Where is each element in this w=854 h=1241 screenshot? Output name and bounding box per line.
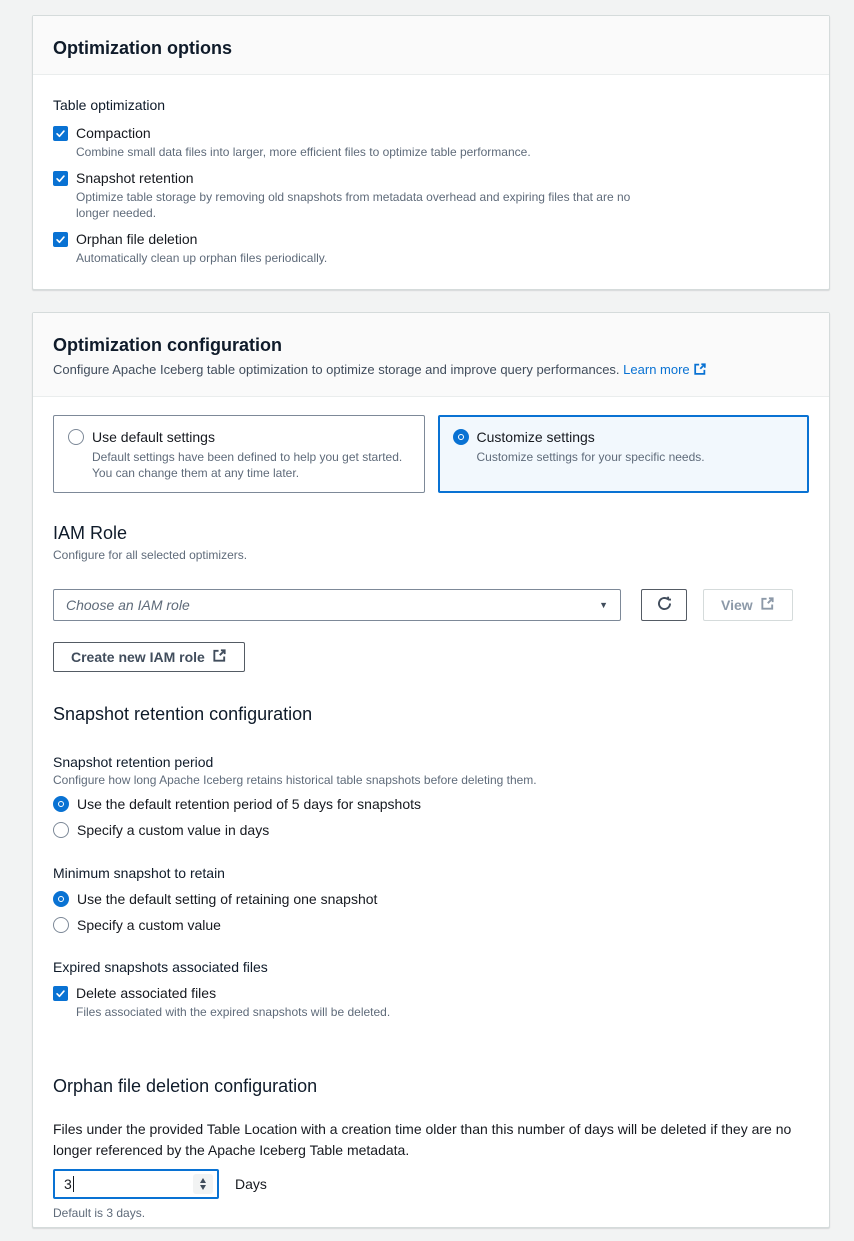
optimization-configuration-panel (32, 312, 830, 1228)
stepper-down-icon[interactable] (200, 1185, 206, 1190)
snapshot-retention-checkbox[interactable] (53, 171, 68, 186)
days-input-row (53, 1169, 809, 1199)
check-icon (55, 988, 66, 999)
default-minimum-snapshot-row (53, 889, 809, 909)
default-retention-period-label[interactable]: Use the default retention period of 5 days for snapshots (77, 796, 421, 812)
custom-minimum-snapshot-row (53, 915, 809, 935)
expired-snapshots-label: Expired snapshots associated files (53, 959, 268, 975)
use-default-settings-tile[interactable] (53, 415, 425, 493)
panel-title: Optimization options (53, 38, 232, 58)
default-retention-period-radio[interactable] (53, 796, 69, 812)
orphan-file-deletion-row (53, 229, 809, 266)
tile-label: Customize settings (476, 429, 595, 445)
refresh-button[interactable] (641, 589, 687, 621)
snapshot-retention-row (53, 168, 809, 221)
stepper-up-icon[interactable] (200, 1178, 206, 1183)
snapshot-retention-label[interactable]: Snapshot retention (76, 170, 194, 186)
learn-more-link[interactable] (623, 362, 706, 377)
create-iam-role-button[interactable] (53, 642, 245, 672)
compaction-checkbox[interactable] (53, 126, 68, 141)
chevron-down-icon: ▼ (599, 600, 608, 610)
default-minimum-snapshot-radio[interactable] (53, 891, 69, 907)
days-help-text: Default is 3 days. (53, 1206, 146, 1220)
external-link-icon (693, 362, 707, 381)
refresh-icon (656, 595, 673, 615)
customize-settings-tile[interactable] (438, 415, 810, 493)
settings-tiles (53, 415, 809, 493)
table-optimization-label: Table optimization (53, 97, 166, 113)
delete-associated-files-description: Files associated with the expired snapshots will be deleted. (76, 1005, 391, 1019)
panel-title: Optimization configuration (53, 335, 282, 355)
tile-description: Customize settings for your specific needs. (476, 450, 705, 464)
delete-associated-files-checkbox[interactable] (53, 986, 68, 1001)
external-link-icon (212, 648, 227, 666)
iam-role-description: Configure for all selected optimizers. (53, 548, 248, 562)
check-icon (55, 128, 66, 139)
custom-retention-period-label[interactable]: Specify a custom value in days (77, 822, 270, 838)
tile-description: Default settings have been defined to help you get started. You can change them at any time later. (92, 450, 403, 480)
customize-settings-radio[interactable] (453, 429, 469, 445)
optimization-configuration-header (33, 313, 829, 397)
optimization-options-body (33, 75, 829, 286)
days-input-value: 3 (64, 1176, 72, 1192)
snapshot-retention-configuration-heading: Snapshot retention configuration (53, 704, 313, 724)
snapshot-retention-period-description: Configure how long Apache Iceberg retains historical table snapshots before deleting them. (53, 773, 537, 787)
orphan-file-deletion-label[interactable]: Orphan file deletion (76, 231, 198, 247)
orphan-file-deletion-configuration-heading: Orphan file deletion configuration (53, 1076, 318, 1096)
tile-label: Use default settings (92, 429, 215, 445)
optimization-configuration-body (33, 397, 829, 1241)
view-role-label: View (721, 597, 753, 613)
compaction-description: Combine small data files into larger, more efficient files to optimize table performance. (76, 145, 531, 159)
orphan-file-deletion-description: Files under the provided Table Location with a creation time older than this number of days will be deleted if they are no longer referenced by the Apache Iceberg Table metadata. (53, 1121, 792, 1158)
snapshot-retention-description: Optimize table storage by removing old snapshots from metadata overhead and expiring files that are no longer needed. (76, 190, 631, 220)
default-retention-period-row (53, 794, 809, 814)
external-link-icon (760, 596, 775, 614)
create-iam-role-label: Create new IAM role (71, 649, 205, 665)
custom-minimum-snapshot-radio[interactable] (53, 917, 69, 933)
custom-retention-period-row (53, 820, 809, 840)
learn-more-label: Learn more (623, 362, 690, 377)
panel-description (53, 361, 809, 381)
default-minimum-snapshot-label[interactable]: Use the default setting of retaining one snapshot (77, 891, 378, 907)
minimum-snapshot-label: Minimum snapshot to retain (53, 865, 225, 881)
panel-description-text: Configure Apache Iceberg table optimization to optimize storage and improve query performances. (53, 362, 620, 377)
compaction-label[interactable]: Compaction (76, 125, 151, 141)
number-stepper[interactable] (193, 1174, 213, 1194)
iam-role-select-placeholder: Choose an IAM role (66, 597, 190, 613)
use-default-settings-radio[interactable] (68, 429, 84, 445)
iam-role-select[interactable] (53, 589, 621, 621)
orphan-file-deletion-description: Automatically clean up orphan files periodically. (76, 251, 328, 265)
days-input[interactable] (53, 1169, 219, 1199)
view-role-button[interactable] (703, 589, 793, 621)
check-icon (55, 173, 66, 184)
delete-associated-files-label[interactable]: Delete associated files (76, 985, 217, 1001)
custom-retention-period-radio[interactable] (53, 822, 69, 838)
custom-minimum-snapshot-label[interactable]: Specify a custom value (77, 917, 221, 933)
text-cursor (73, 1176, 74, 1192)
days-unit-label: Days (235, 1176, 267, 1192)
compaction-row (53, 123, 809, 160)
delete-associated-files-row (53, 983, 809, 1020)
optimization-options-panel (32, 15, 830, 290)
orphan-file-deletion-checkbox[interactable] (53, 232, 68, 247)
check-icon (55, 234, 66, 245)
optimization-options-header (33, 16, 829, 75)
iam-role-heading: IAM Role (53, 523, 128, 543)
iam-role-row (53, 589, 809, 621)
snapshot-retention-period-label: Snapshot retention period (53, 754, 214, 770)
